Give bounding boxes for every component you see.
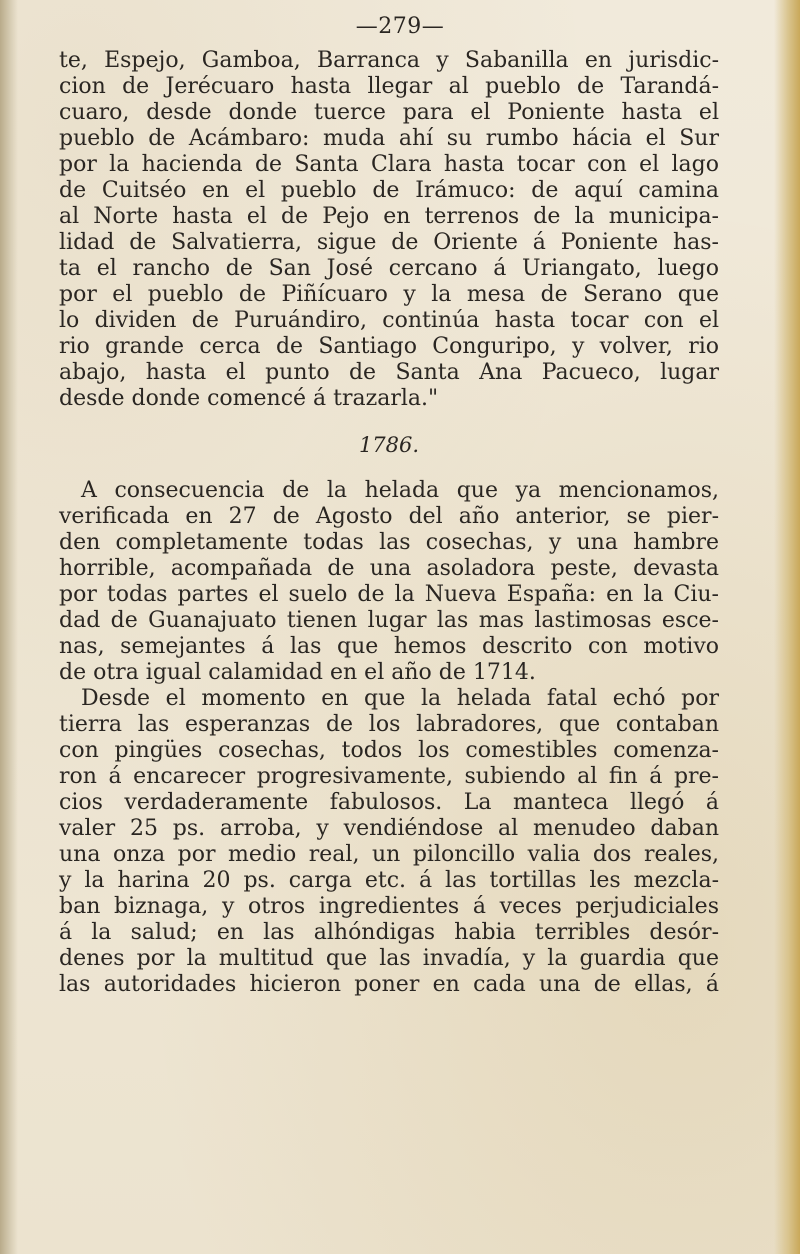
text-line: ron á encarecer progresivamente, subiendo al fin á pre-	[59, 764, 719, 789]
text-line: de otra igual calamidad en el año de 1714.	[59, 660, 536, 685]
text-line: verificada en 27 de Agosto del año anterior, se pier-	[59, 504, 719, 529]
text-line: denes por la multitud que las invadía, y la guardia que	[59, 946, 719, 971]
text-line: Desde el momento en que la helada fatal echó por	[81, 686, 719, 711]
page-stained-edge	[774, 0, 800, 1254]
text-line: cios verdaderamente fabulosos. La manteca llegó á	[59, 790, 719, 815]
text-line: lidad de Salvatierra, sigue de Oriente á Poniente has-	[59, 230, 719, 255]
text-line: dad de Guanajuato tienen lugar las mas lastimosas esce-	[59, 608, 719, 633]
text-line: al Norte hasta el de Pejo en terrenos de la municipa-	[59, 204, 719, 229]
section-heading-year: 1786.	[358, 433, 420, 457]
text-line: con pingües cosechas, todos los comestibles comenza-	[59, 738, 719, 763]
text-line: ta el rancho de San José cercano á Uriangato, luego	[59, 256, 719, 281]
text-line: rio grande cerca de Santiago Conguripo, y volver, rio	[59, 334, 719, 359]
text-line: nas, semejantes á las que hemos descrito con motivo	[59, 634, 719, 659]
text-line: horrible, acompañada de una asoladora peste, devasta	[59, 556, 719, 581]
text-line: den completamente todas las cosechas, y una hambre	[59, 530, 719, 555]
paragraph-3	[59, 686, 719, 998]
paragraph-1	[59, 48, 719, 412]
body-text	[59, 48, 719, 998]
text-line: y la harina 20 ps. carga etc. á las tortillas les mezcla-	[59, 868, 719, 893]
text-line: cion de Jerécuaro hasta llegar al pueblo de Tarandá-	[59, 74, 719, 99]
text-line: ban biznaga, y otros ingredientes á veces perjudiciales	[59, 894, 719, 919]
text-line: tierra las esperanzas de los labradores, que contaban	[59, 712, 719, 737]
text-line: una onza por medio real, un piloncillo valia dos reales,	[59, 842, 719, 867]
text-line: las autoridades hicieron poner en cada una de ellas, á	[59, 972, 719, 997]
text-line: pueblo de Acámbaro: muda ahí su rumbo hácia el Sur	[59, 126, 719, 151]
text-line: abajo, hasta el punto de Santa Ana Pacueco, lugar	[59, 360, 719, 385]
page-binding-edge	[0, 0, 18, 1254]
text-line: lo dividen de Puruándiro, continúa hasta tocar con el	[59, 308, 719, 333]
text-line: de Cuitséo en el pueblo de Irámuco: de aquí camina	[59, 178, 719, 203]
text-line: á la salud; en las alhóndigas habia terribles desór-	[59, 920, 719, 945]
paragraph-2	[59, 478, 719, 686]
text-line: por el pueblo de Piñícuaro y la mesa de Serano que	[59, 282, 719, 307]
text-line: por la hacienda de Santa Clara hasta tocar con el lago	[59, 152, 719, 177]
text-line: cuaro, desde donde tuerce para el Poniente hasta el	[59, 100, 719, 125]
page-number: —279—	[355, 14, 445, 39]
text-line: te, Espejo, Gamboa, Barranca y Sabanilla en jurisdic-	[59, 48, 719, 73]
text-line: por todas partes el suelo de la Nueva España: en la Ciu-	[59, 582, 719, 607]
text-line: A consecuencia de la helada que ya mencionamos,	[81, 478, 719, 503]
text-line: valer 25 ps. arroba, y vendiéndose al menudeo daban	[59, 816, 719, 841]
text-line: desde donde comencé á trazarla."	[59, 386, 439, 411]
